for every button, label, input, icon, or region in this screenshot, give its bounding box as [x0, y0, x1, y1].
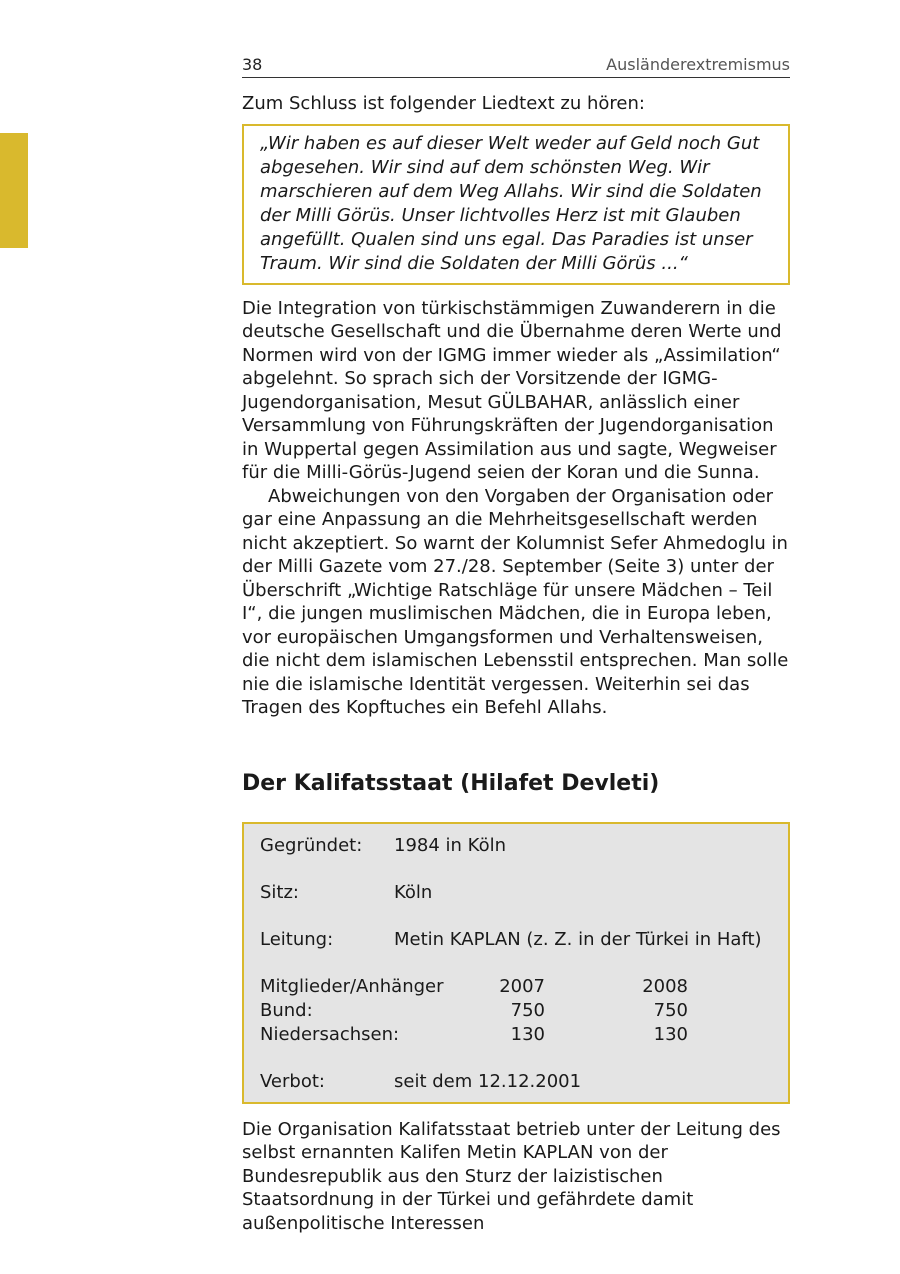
page-number: 38: [242, 55, 263, 74]
body-paragraph-deviations: Abweichungen von den Vorgaben der Organisation oder gar eine Anpassung an die Mehrheitsgesellschaft werden nicht akzeptiert. So warnt der Kolumnist Sefer Ahmedoglu in der Milli Gazete vom 27./28. September (Seite 3) unter der Überschrift „Wichtige Ratschläge für unsere Mädchen – Teil I“, die jungen muslimischen Mädchen, die in Europa leben, vor europäischen Umgangsformen und Verhaltensweisen, die nicht dem islamischen Lebensstil entsprechen. Man solle nie die islamische Identität vergessen. Weiterhin sei das Tragen des Kopftuches ein Befehl Allahs.: [242, 485, 789, 718]
ban-label: Verbot:: [260, 1070, 325, 1092]
section-heading: Der Kalifatsstaat (Hilafet Devleti): [242, 770, 660, 796]
leadership-label: Leitung:: [260, 928, 334, 950]
leadership-value: Metin KAPLAN (z. Z. in der Türkei in Haft): [394, 928, 762, 950]
seat-row: [260, 881, 772, 905]
intro-paragraph: Zum Schluss ist folgender Liedtext zu hören:: [242, 93, 645, 114]
seat-label: Sitz:: [260, 881, 299, 903]
bund-2007: 750: [510, 999, 545, 1021]
niedersachsen-label: Niedersachsen:: [260, 1023, 400, 1045]
niedersachsen-2008: 130: [653, 1023, 688, 1045]
page-content: [242, 50, 790, 1235]
closing-paragraph: Die Organisation Kalifatsstaat betrieb unter der Leitung des selbst ernannten Kalifen Metin KAPLAN von der Bundesrepublik aus den Sturz der laizistischen Staatsordnung in der Türkei und gefährdete damit außenpolitische Interessen: [242, 1118, 781, 1234]
bund-2008: 750: [653, 999, 688, 1021]
members-bund-row: [260, 999, 772, 1023]
members-label: Mitglieder/Anhänger: [260, 975, 444, 997]
ban-row: [260, 1070, 772, 1094]
year-2008: 2008: [642, 975, 688, 997]
running-header: [242, 50, 790, 78]
organization-infobox: [242, 822, 790, 1104]
members-niedersachsen-row: [260, 1023, 772, 1047]
leadership-row: [260, 928, 772, 952]
ban-value: seit dem 12.12.2001: [394, 1070, 582, 1092]
founded-value: 1984 in Köln: [394, 834, 506, 856]
year-2007: 2007: [499, 975, 545, 997]
bund-label: Bund:: [260, 999, 313, 1021]
seat-value: Köln: [394, 881, 433, 903]
chapter-color-tab: [0, 133, 28, 248]
niedersachsen-2007: 130: [510, 1023, 545, 1045]
song-lyrics-quote: „Wir haben es auf dieser Welt weder auf Geld noch Gut abgesehen. Wir sind auf dem schönsten Weg. Wir marschieren auf dem Weg Allahs. Wir sind die Soldaten der Milli Görüs. Unser lichtvolles Herz ist mit Glauben angefüllt. Qualen sind uns egal. Das Paradies ist unser Traum. Wir sind die Soldaten der Milli Görüs ...“: [242, 124, 790, 285]
chapter-title: Ausländerextremismus: [606, 55, 790, 74]
founded-row: [260, 834, 772, 858]
members-header-row: [260, 975, 772, 999]
body-paragraph-integration: Die Integration von türkischstämmigen Zuwanderern in die deutsche Gesellschaft und die Übernahme deren Werte und Normen wird von der IGMG immer wieder als „Assimilation“ abgelehnt. So sprach sich der Vorsitzende der IGMG-Jugendorganisation, Mesut GÜLBAHAR, anlässlich einer Versammlung von Führungskräften der Jugendorganisation in Wuppertal gegen Assimilation aus und sagte, Wegweiser für die Milli-Görüs-Jugend seien der Koran und die Sunna.: [242, 297, 782, 483]
founded-label: Gegründet:: [260, 834, 363, 856]
